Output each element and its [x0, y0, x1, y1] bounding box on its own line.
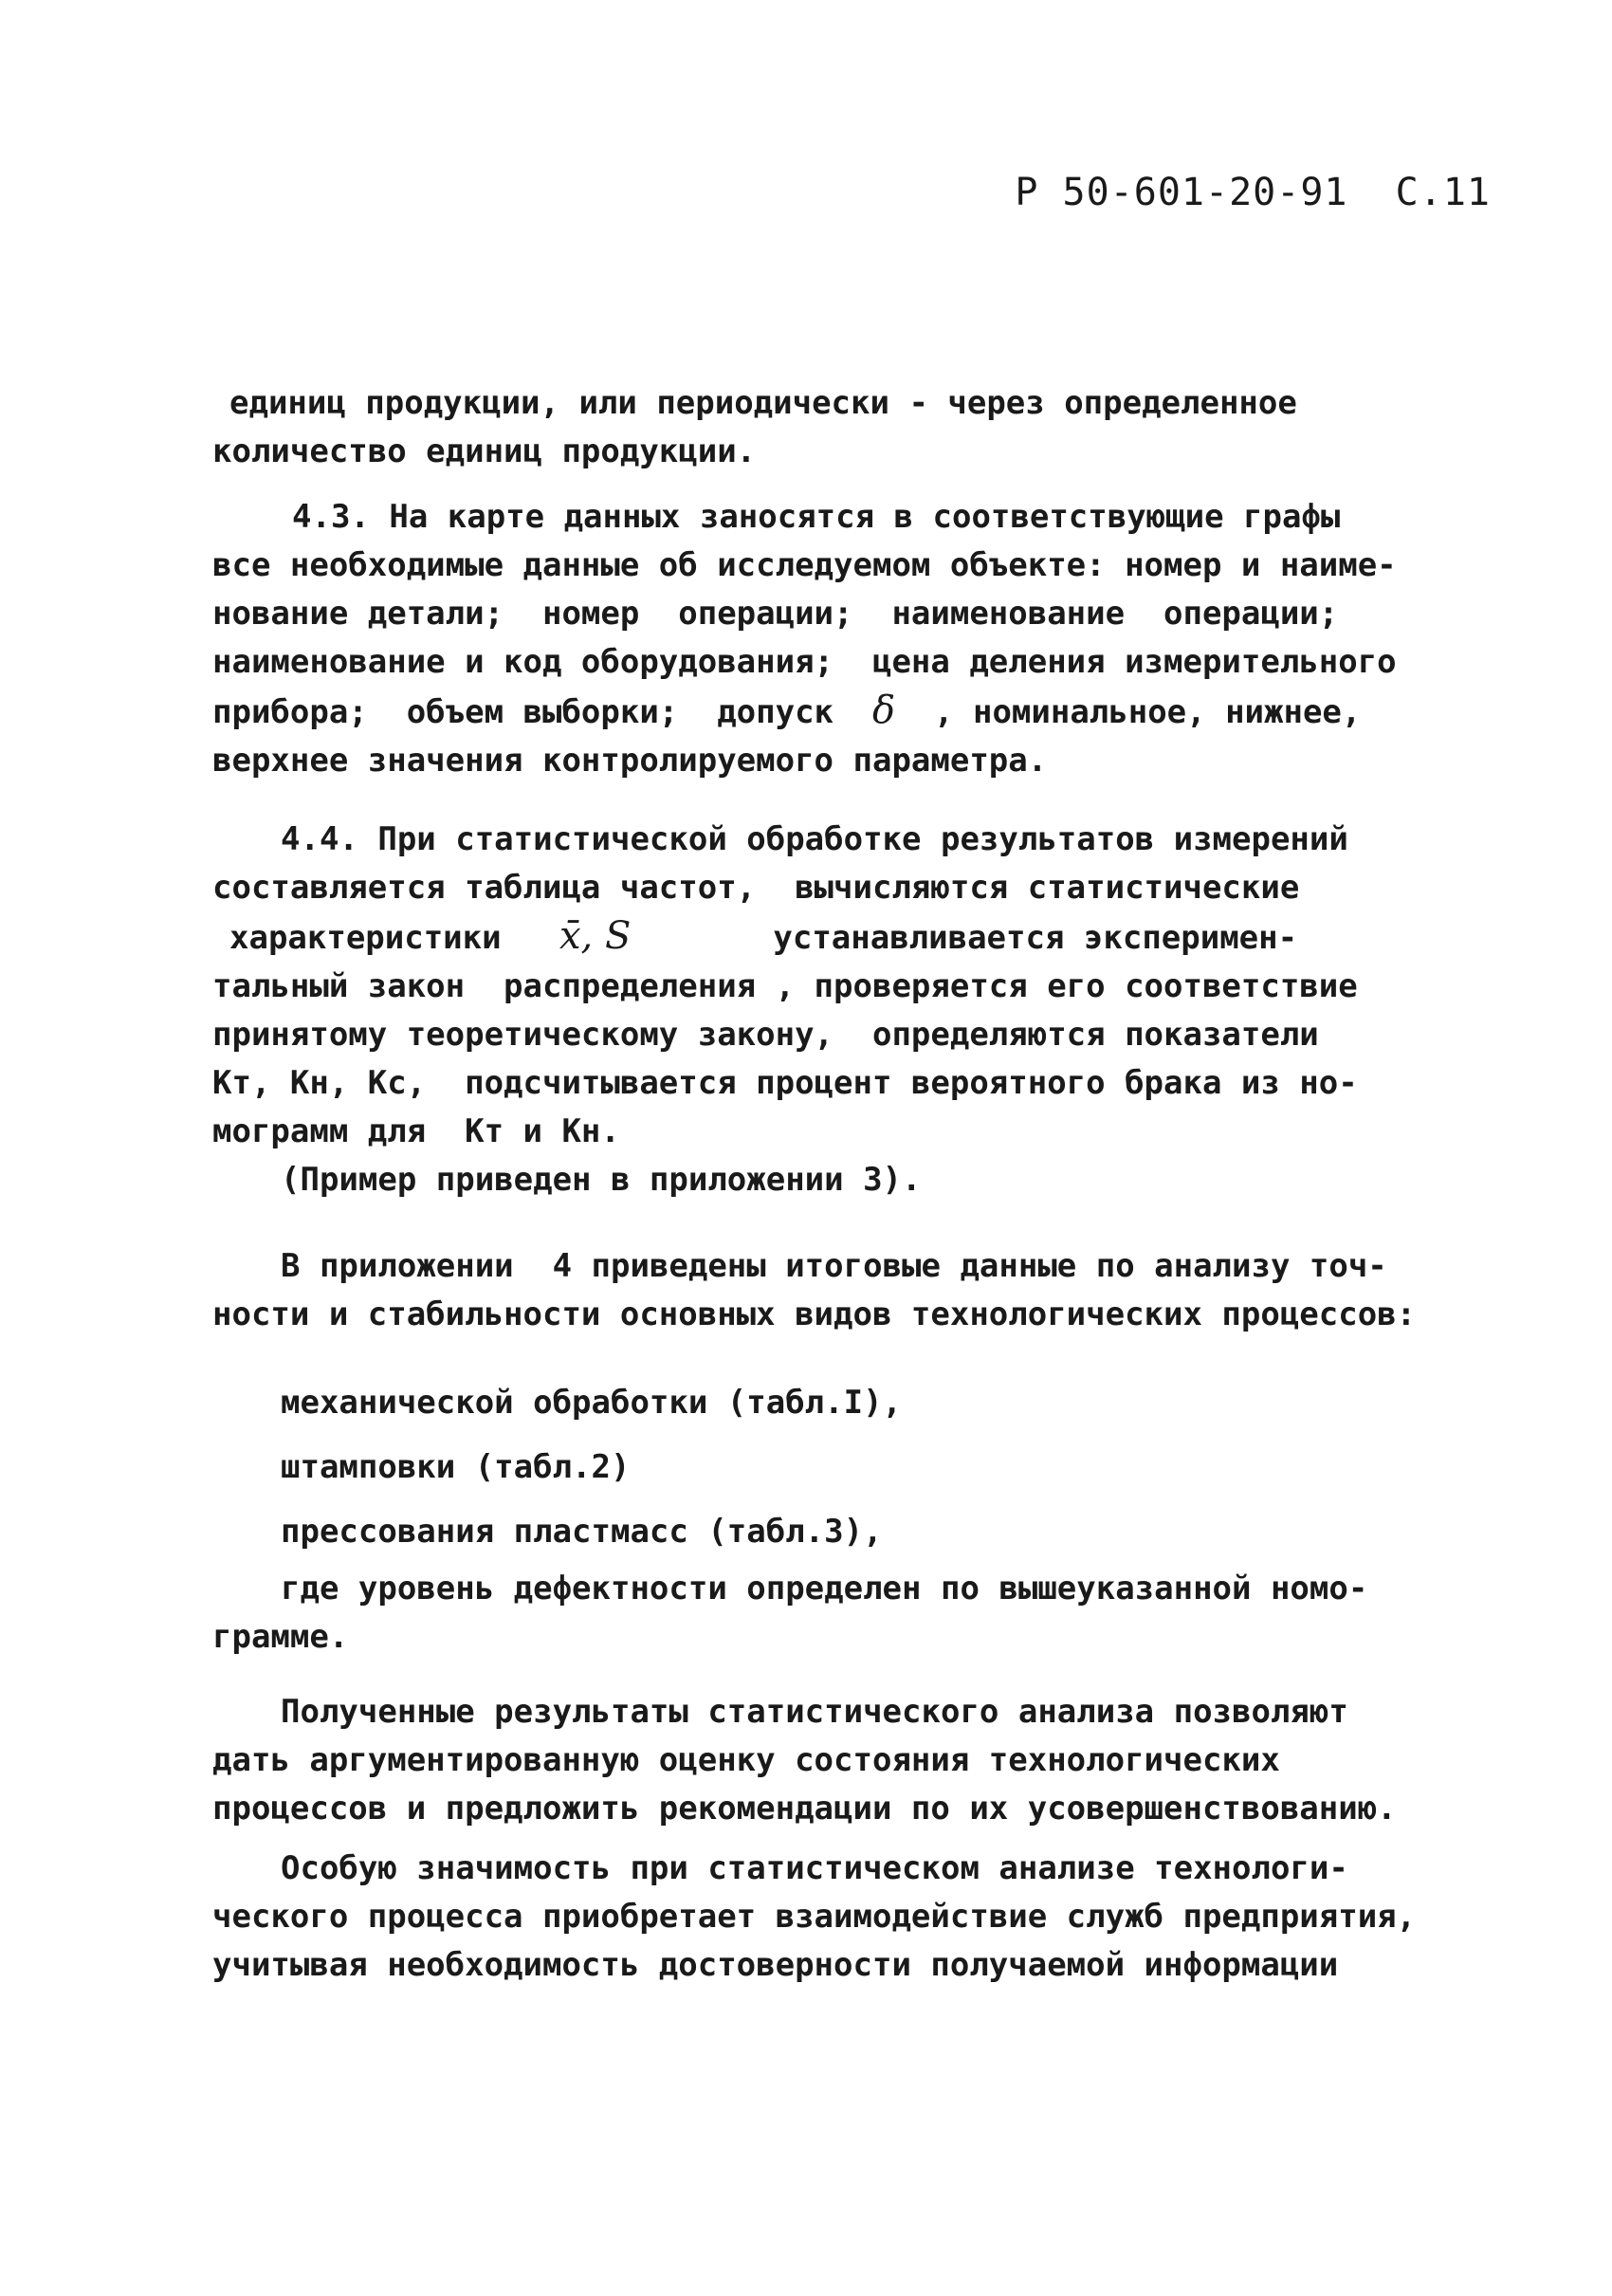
paragraph-where	[212, 1565, 1426, 1662]
paragraph-results	[212, 1688, 1426, 1833]
text-line: нование детали; номер операции; наименование операции;	[212, 595, 1339, 633]
section-4-3	[212, 493, 1426, 785]
text-line: наименование и код оборудования; цена деления измерительного	[212, 643, 1397, 681]
text-line: В приложении 4 приведены итоговые данные по анализу точ-	[281, 1247, 1387, 1285]
list-item: штамповки (табл.2)	[281, 1448, 631, 1486]
text-line-tolerance	[212, 687, 1426, 737]
text-line: (Пример приведен в приложении 3).	[281, 1161, 922, 1199]
text-line: тальный закон распределения , проверяется его соответствие	[212, 967, 1358, 1005]
document-code: Р 50-601-20-91	[1015, 171, 1348, 214]
text-line: единиц продукции, или периодически - через определенное	[229, 384, 1297, 422]
text-fragment: прибора; объем выборки; допуск	[212, 693, 834, 731]
text-line: Кт, Кн, Кс, подсчитывается процент вероятного брака из но-	[212, 1064, 1358, 1102]
list-item: прессования пластмасс (табл.3),	[281, 1513, 883, 1551]
list-item: механической обработки (табл.I),	[281, 1384, 903, 1422]
paragraph-significance	[212, 1845, 1426, 1990]
text-line: все необходимые данные об исследуемом объекте: номер и наиме-	[212, 546, 1397, 584]
stats-symbols: x̄, S	[559, 914, 632, 958]
text-line: составляется таблица частот, вычисляются статистические	[212, 869, 1300, 907]
text-line: грамме.	[212, 1618, 349, 1656]
page-number: С.11	[1395, 171, 1491, 214]
text-line: мограмм для Кт и Кн.	[212, 1112, 620, 1150]
text-line-characteristics	[212, 912, 1426, 963]
text-line: верхнее значения контролируемого параметра.	[212, 742, 1048, 780]
text-line: ческого процесса приобретает взаимодействие служб предприятия,	[212, 1898, 1417, 1936]
text-line: принятому теоретическому закону, определяются показатели	[212, 1016, 1319, 1054]
text-line: Полученные результаты статистического анализа позволяют	[281, 1693, 1348, 1731]
process-list	[212, 1370, 1426, 1564]
delta-symbol: δ	[871, 689, 896, 732]
text-line: количество единиц продукции.	[212, 432, 757, 470]
text-line: где уровень дефектности определен по вышеуказанной номо-	[281, 1570, 1368, 1607]
paragraph-appendix-4	[212, 1242, 1426, 1339]
text-line: учитывая необходимость достоверности получаемой информации	[212, 1946, 1339, 1984]
section-4-4	[212, 816, 1426, 1204]
text-line: 4.4. При статистической обработке результатов измерений	[281, 820, 1348, 858]
text-fragment: характеристики	[229, 919, 502, 957]
text-line: 4.3. На карте данных заносятся в соответствующие графы	[292, 498, 1341, 536]
paragraph-intro	[212, 379, 1426, 476]
text-fragment: , номинальное, нижнее,	[934, 693, 1362, 731]
page-header	[1015, 171, 1491, 214]
text-line: ности и стабильности основных видов технологических процессов:	[212, 1295, 1417, 1333]
text-line: процессов и предложить рекомендации по их усовершенствованию.	[212, 1790, 1397, 1828]
text-fragment: устанавливается эксперимен-	[773, 919, 1298, 957]
text-line: Особую значимость при статистическом анализе технологи-	[281, 1849, 1348, 1887]
text-line: дать аргументированную оценку состояния технологических	[212, 1741, 1280, 1779]
